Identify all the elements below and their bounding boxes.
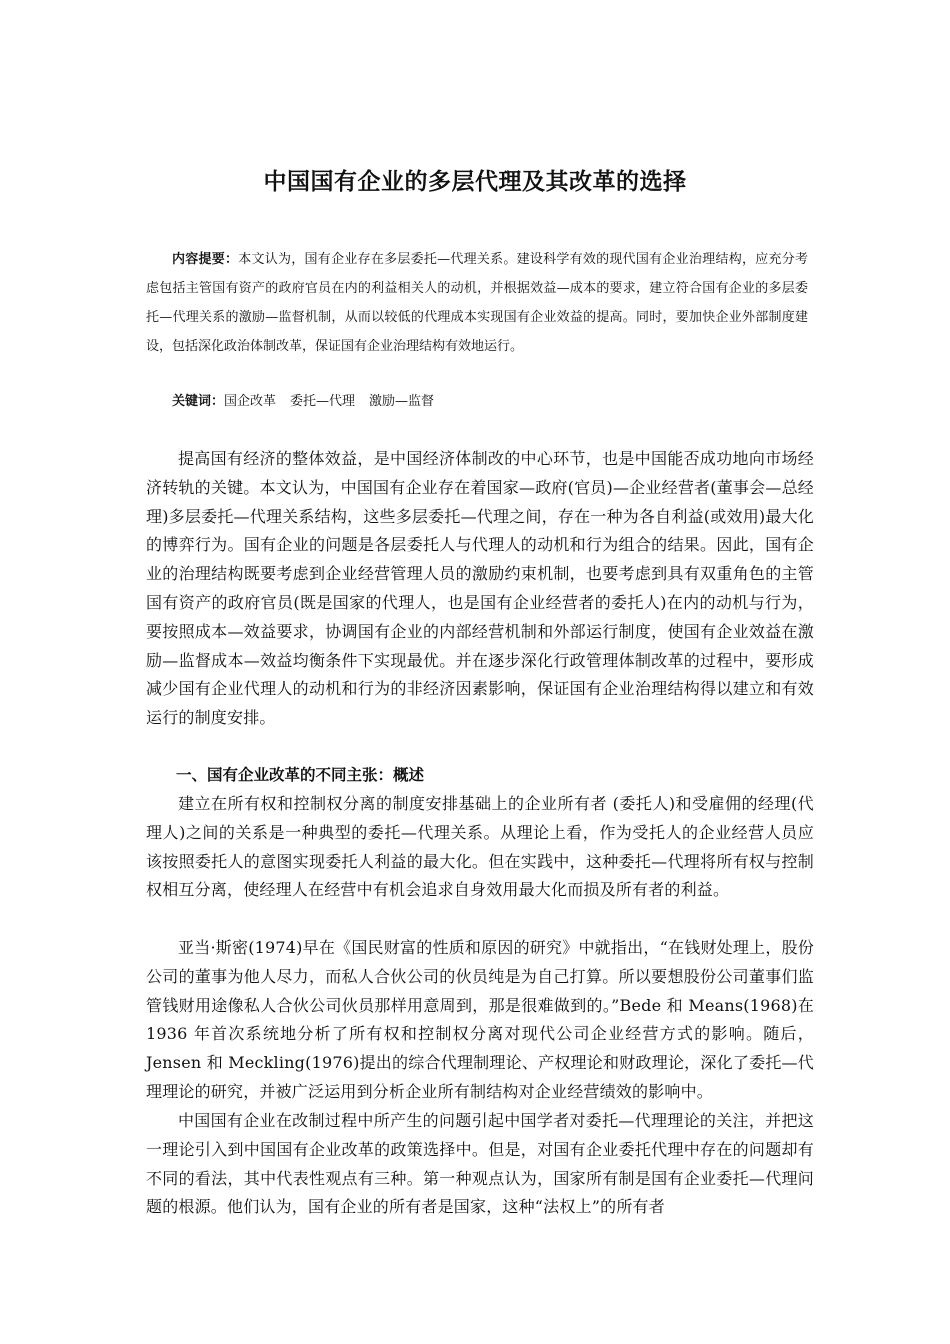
body-paragraph: 中国国有企业在改制过程中所产生的问题引起中国学者对委托—代理理论的关注，并把这一理论引入到中国国有企业改革的政策选择中。但是，对国有企业委托代理中存在的问题却有不同的看法，其中代表性观点有三种。第一种观点认为，国家所有制是国有企业委托—代理问题的根源。他们认为，国有企业的所有者是国家，这种“法权上”的所有者 [146, 1111, 814, 1217]
document-title: 中国国有企业的多层代理及其改革的选择 [263, 169, 687, 195]
section-heading: 一、国有企业改革的不同主张：概述 [176, 766, 425, 784]
keywords-label: 关键词： [172, 394, 225, 409]
intro-paragraph: 提高国有经济的整体效益，是中国经济体制改的中心环节，也是中国能否成功地向市场经济转轨的关键。本文认为，中国国有企业存在着国家—政府(官员)—企业经营者(董事会—总经理)多层委托—代理关系结构，这些多层委托—代理之间，存在一种为各自利益(或效用)最大化的博弈行为。国有企业的问题是各层委托人与代理人的动机和行为组合的结果。因此，国有企业的治理结构既要考虑到企业经营管理人员的激励约束机制，也要考虑到具有双重角色的主管国有资产的政府官员(既是国家的代理人，也是国有企业经营者的委托人)在内的动机与行为，要按照成本—效益要求，协调国有企业的内部经营机制和外部运行制度，使国有企业效益在激励—监督成本—效益均衡条件下实现最优。并在逐步深化行政管理体制改革的过程中，要形成减少国有企业代理人的动机和行为的非经济因素影响，保证国有企业治理结构得以建立和有效运行的制度安排。 [146, 449, 814, 728]
body-paragraph: 亚当·斯密(1974)早在《国民财富的性质和原因的研究》中就指出，“在钱财处理上，股份公司的董事为他人尽力，而私人合伙公司的伙员纯是为自己打算。所以要想股份公司董事们监管钱财用途像私人合伙公司伙员那样用意周到，那是很难做到的。”Bede 和 Means(1968)在 1936 年首次系统地分析了所有权和控制权分离对现代公司企业经营方式的影响。随后，Jensen 和 Meckling(1976)提出的综合代理制理论、产权理论和财政理论，深化了委托—代理理论的研究，并被广泛运用到分析企业所有制结构对企业经营绩效的影响中。 [146, 938, 814, 1101]
abstract [146, 245, 808, 361]
abstract-text: 本文认为，国有企业存在多层委托—代理关系。建设科学有效的现代国有企业治理结构，应充分考虑包括主管国有资产的政府官员在内的利益相关人的动机，并根据效益—成本的要求，建立符合国有企业的多层委托—代理关系的激励—监督机制，从而以较低的代理成本实现国有企业效益的提高。同时，要加快企业外部制度建设，包括深化政治体制改革，保证国有企业治理结构有效地运行。 [146, 252, 808, 354]
keyword-item: 委托—代理 [290, 394, 356, 409]
body-paragraph: 建立在所有权和控制权分离的制度安排基础上的企业所有者 (委托人)和受雇佣的经理(代理人)之间的关系是一种典型的委托—代理关系。从理论上看，作为受托人的企业经营人员应该按照委托人的意图实现委托人利益的最大化。但在实践中，这种委托—代理将所有权与控制权相互分离，使经理人在经营中有机会追求自身效用最大化而损及所有者的利益。 [146, 794, 814, 900]
keyword-item: 国企改革 [224, 394, 277, 409]
abstract-label: 内容提要： [172, 252, 239, 267]
keyword-item: 激励—监督 [369, 394, 435, 409]
keywords [172, 390, 448, 414]
